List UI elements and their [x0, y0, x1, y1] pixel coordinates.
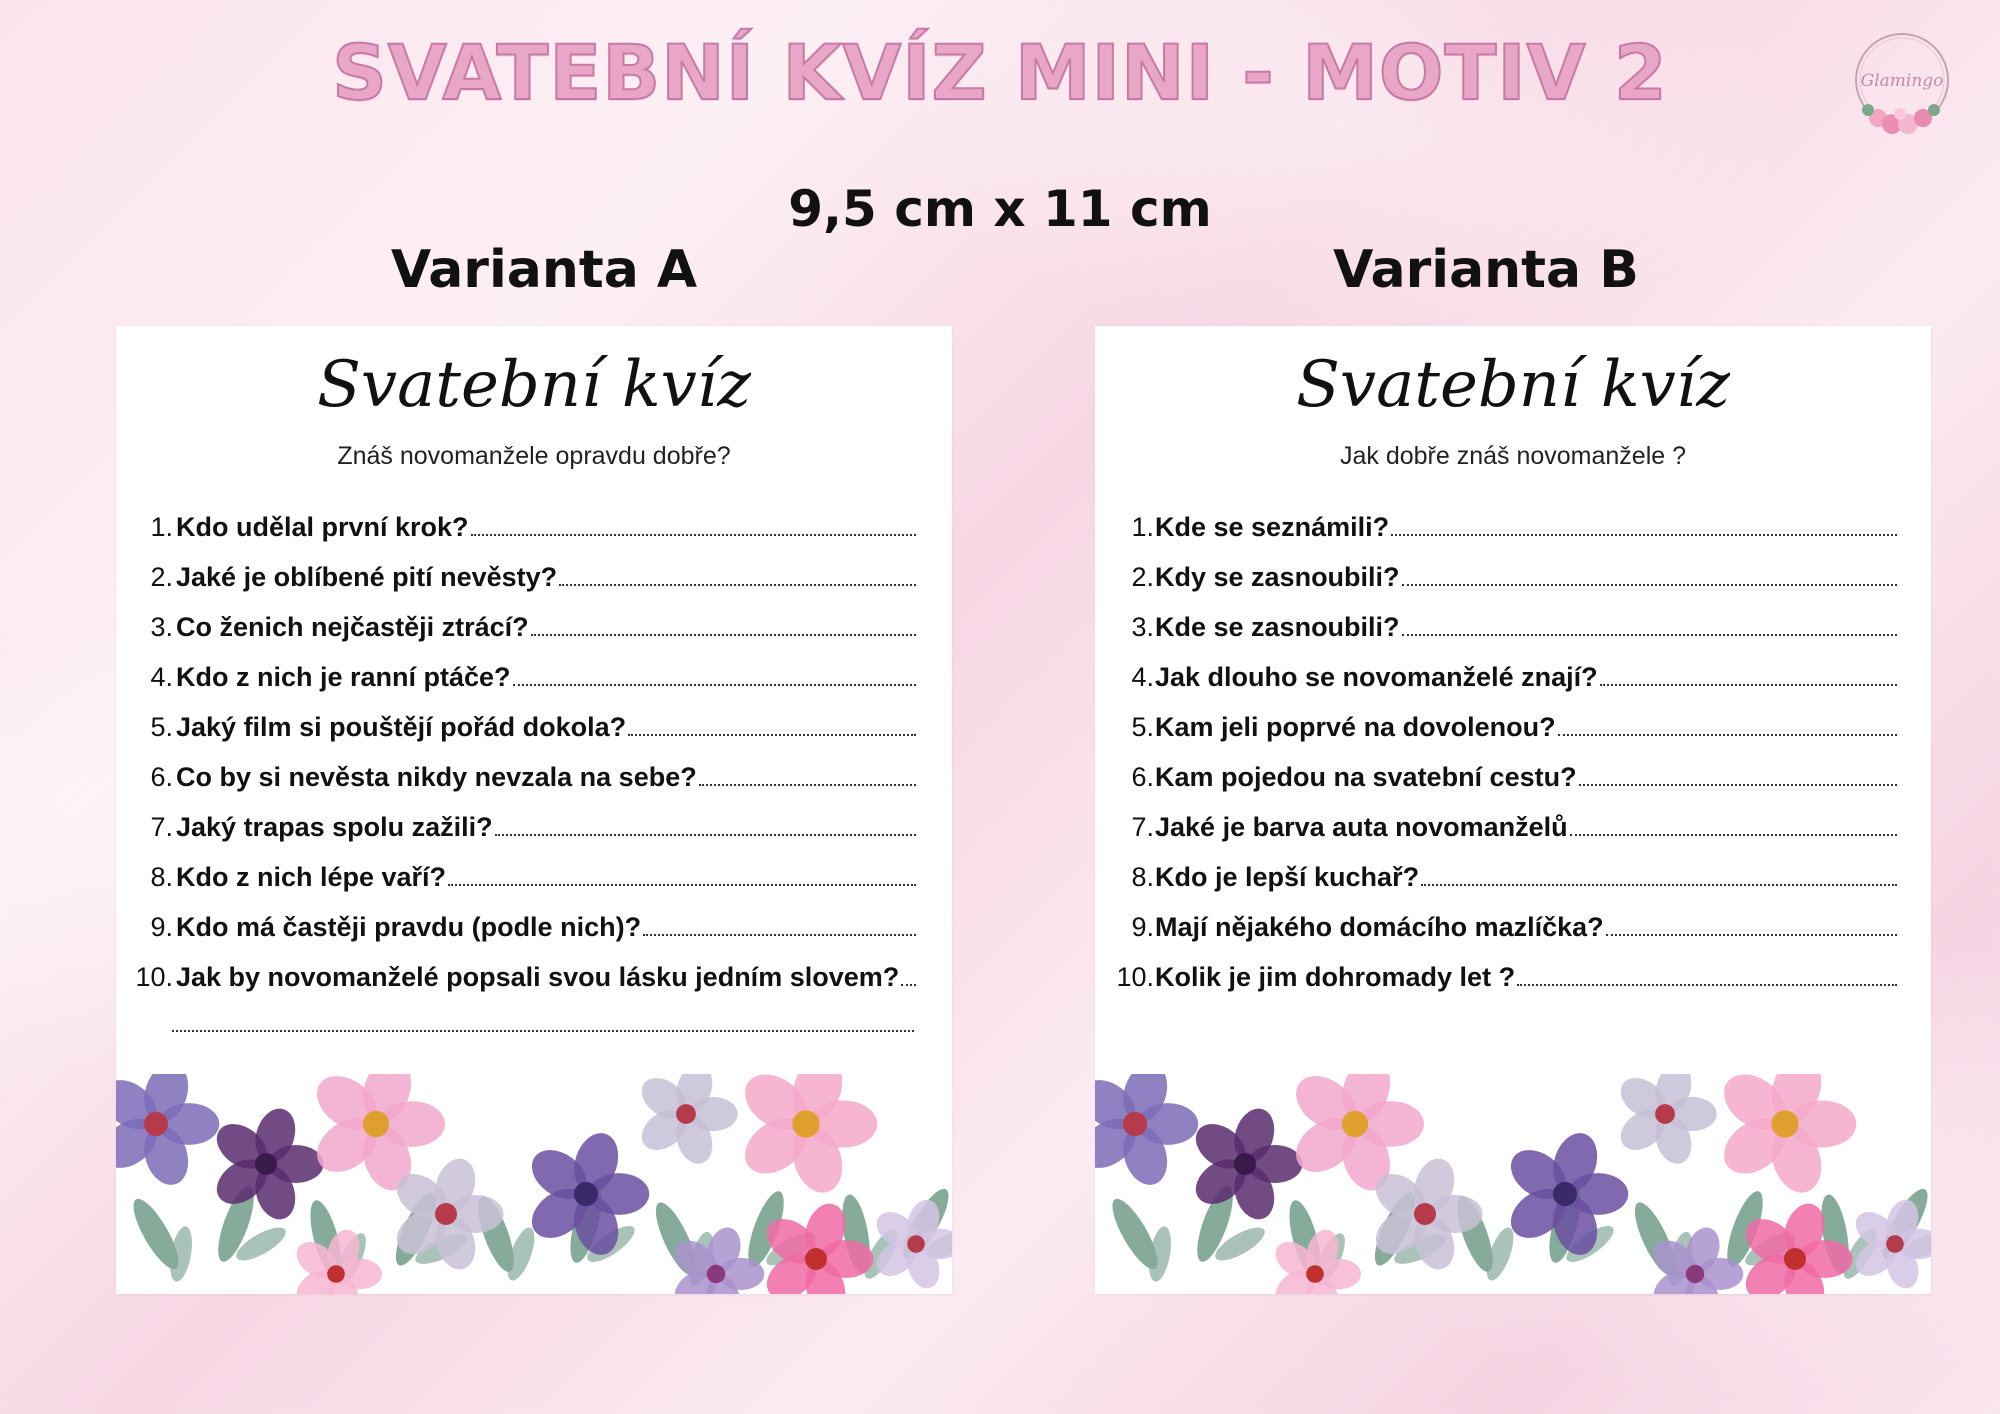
question-row — [1095, 604, 1931, 654]
question-text: Co ženich nejčastěji ztrácí? — [176, 612, 529, 642]
card-title: Svatební kvíz — [1296, 348, 1730, 422]
question-text: Kde se zasnoubili? — [1155, 612, 1400, 642]
question-row — [116, 954, 952, 1004]
question-text: Jaký film si pouštějí pořád dokola? — [176, 712, 627, 742]
card-title: Svatební kvíz — [317, 348, 751, 422]
question-row — [116, 754, 952, 804]
question-text: Kdo z nich je ranní ptáče? — [176, 662, 511, 692]
question-number: 2. — [1131, 562, 1154, 592]
question-row — [1095, 904, 1931, 954]
answer-line — [471, 534, 916, 536]
question-row — [1095, 854, 1931, 904]
question-number: 10. — [1116, 962, 1154, 992]
question-row — [116, 904, 952, 954]
question-text: Kdo udělal první krok? — [176, 512, 469, 542]
answer-line — [559, 584, 916, 586]
question-row — [1095, 704, 1931, 754]
question-text: Jak dlouho se novomanželé znají? — [1155, 662, 1598, 692]
answer-line — [901, 984, 916, 986]
question-text: Co by si nevěsta nikdy nevzala na sebe? — [176, 762, 697, 792]
question-row — [116, 504, 952, 554]
answer-line — [1402, 584, 1897, 586]
question-number: 7. — [150, 812, 173, 842]
question-number: 1. — [1131, 512, 1154, 542]
question-number: 3. — [1131, 612, 1154, 642]
question-text: Kam pojedou na svatební cestu? — [1155, 762, 1577, 792]
card-subtitle: Jak dobře znáš novomanžele ? — [1339, 442, 1687, 470]
question-number: 1. — [150, 512, 173, 542]
question-row — [1095, 654, 1931, 704]
answer-line — [1517, 984, 1897, 986]
question-text: Kdo má častěji pravdu (podle nich)? — [176, 912, 642, 942]
question-text: Kdy se zasnoubili? — [1155, 562, 1400, 592]
flower-border — [116, 1074, 952, 1294]
size-label: 9,5 cm x 11 cm — [788, 180, 1212, 238]
question-row — [116, 654, 952, 704]
question-row — [1095, 504, 1931, 554]
question-text: Kam jeli poprvé na dovolenou? — [1155, 712, 1556, 742]
quiz-card-variant-b — [1095, 326, 1931, 1294]
question-number: 6. — [1131, 762, 1154, 792]
card-subtitle: Znáš novomanžele opravdu dobře? — [337, 442, 731, 470]
question-text: Jaké je oblíbené pití nevěsty? — [176, 562, 558, 592]
question-text: Jaké je barva auta novomanželů — [1155, 812, 1568, 842]
question-text: Jaký trapas spolu zažili? — [176, 812, 493, 842]
question-number: 3. — [150, 612, 173, 642]
answer-line — [1570, 834, 1897, 836]
answer-line — [495, 834, 916, 836]
question-number: 10. — [135, 962, 173, 992]
answer-line — [513, 684, 916, 686]
answer-line — [172, 1030, 914, 1032]
question-row — [116, 854, 952, 904]
quiz-card-variant-a — [116, 326, 952, 1294]
answer-line — [1421, 884, 1897, 886]
question-text: Kdo je lepší kuchař? — [1155, 862, 1420, 892]
question-number: 2. — [150, 562, 173, 592]
question-row — [1095, 954, 1931, 1004]
flower-border — [1095, 1074, 1931, 1294]
question-row — [1095, 754, 1931, 804]
question-text: Jak by novomanželé popsali svou lásku jedním slovem? — [176, 962, 900, 992]
variant-b-label: Varianta B — [1333, 240, 1639, 300]
answer-line — [448, 884, 916, 886]
answer-line — [1606, 934, 1897, 936]
answer-line — [1600, 684, 1897, 686]
glamingo-logo — [1848, 26, 1956, 144]
question-row — [116, 554, 952, 604]
answer-line — [1391, 534, 1897, 536]
variant-a-label: Varianta A — [390, 240, 698, 300]
question-row — [116, 604, 952, 654]
question-number: 9. — [1131, 912, 1154, 942]
answer-line — [1558, 734, 1897, 736]
question-text: Kde se seznámili? — [1155, 512, 1390, 542]
question-number: 7. — [1131, 812, 1154, 842]
question-text: Mají nějakého domácího mazlíčka? — [1155, 912, 1604, 942]
question-number: 9. — [150, 912, 173, 942]
page-title: SVATEBNÍ KVÍZ MINI - MOTIV 2 — [332, 28, 1668, 117]
svg-text:Glamingo: Glamingo — [1860, 71, 1944, 91]
question-row — [116, 704, 952, 754]
question-number: 5. — [150, 712, 173, 742]
question-row — [1095, 554, 1931, 604]
question-number: 4. — [1131, 662, 1154, 692]
question-number: 5. — [1131, 712, 1154, 742]
answer-line — [1402, 634, 1897, 636]
answer-line — [699, 784, 916, 786]
answer-line — [628, 734, 916, 736]
question-text: Kdo z nich lépe vaří? — [176, 862, 447, 892]
question-number: 6. — [150, 762, 173, 792]
question-number: 8. — [150, 862, 173, 892]
question-text: Kolik je jim dohromady let ? — [1155, 962, 1516, 992]
answer-line — [643, 934, 916, 936]
question-number: 8. — [1131, 862, 1154, 892]
question-number: 4. — [150, 662, 173, 692]
answer-line — [531, 634, 916, 636]
question-row — [116, 804, 952, 854]
answer-line — [1579, 784, 1897, 786]
question-row — [1095, 804, 1931, 854]
